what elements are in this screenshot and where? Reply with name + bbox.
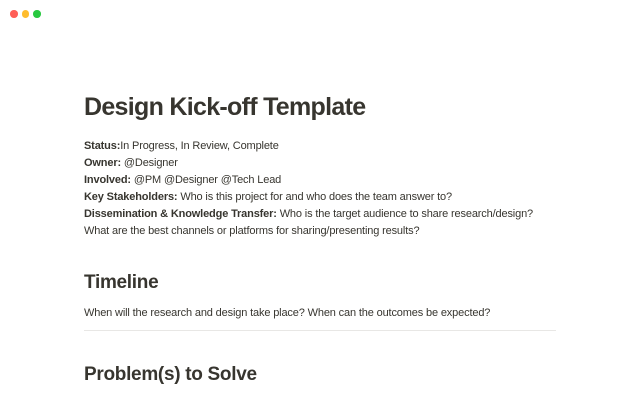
divider (84, 330, 556, 331)
property-involved-label: Involved: (84, 174, 131, 186)
property-dissemination[interactable] (84, 206, 556, 240)
property-owner-value: @Designer (121, 157, 178, 169)
property-involved[interactable] (84, 172, 556, 189)
property-status-value: In Progress, In Review, Complete (120, 140, 279, 152)
page-title[interactable]: Design Kick-off Template (84, 93, 366, 121)
property-block (84, 138, 556, 240)
window-controls (10, 10, 41, 18)
property-owner-label: Owner: (84, 157, 121, 169)
property-status[interactable] (84, 138, 556, 155)
property-dissemination-label: Dissemination & Knowledge Transfer: (84, 208, 277, 220)
property-status-label: Status: (84, 140, 121, 152)
close-window-button[interactable] (10, 10, 18, 18)
timeline-paragraph[interactable]: When will the research and design take place? When can the outcomes be expected? (84, 307, 491, 319)
minimize-window-button[interactable] (22, 10, 30, 18)
property-owner[interactable] (84, 155, 556, 172)
zoom-window-button[interactable] (33, 10, 41, 18)
property-dissemination-value-line2: What are the best channels or platforms for sharing/presenting results? (84, 225, 420, 237)
heading-problems-to-solve[interactable]: Problem(s) to Solve (84, 364, 257, 385)
property-key-stakeholders[interactable] (84, 189, 556, 206)
property-key-stakeholders-value: Who is this project for and who does the team answer to? (177, 191, 452, 203)
property-key-stakeholders-label: Key Stakeholders: (84, 191, 178, 203)
document-body (84, 92, 556, 385)
heading-timeline[interactable]: Timeline (84, 272, 159, 293)
property-dissemination-value: Who is the target audience to share research/design? (276, 208, 534, 220)
property-involved-value: @PM @Designer @Tech Lead (130, 174, 282, 186)
